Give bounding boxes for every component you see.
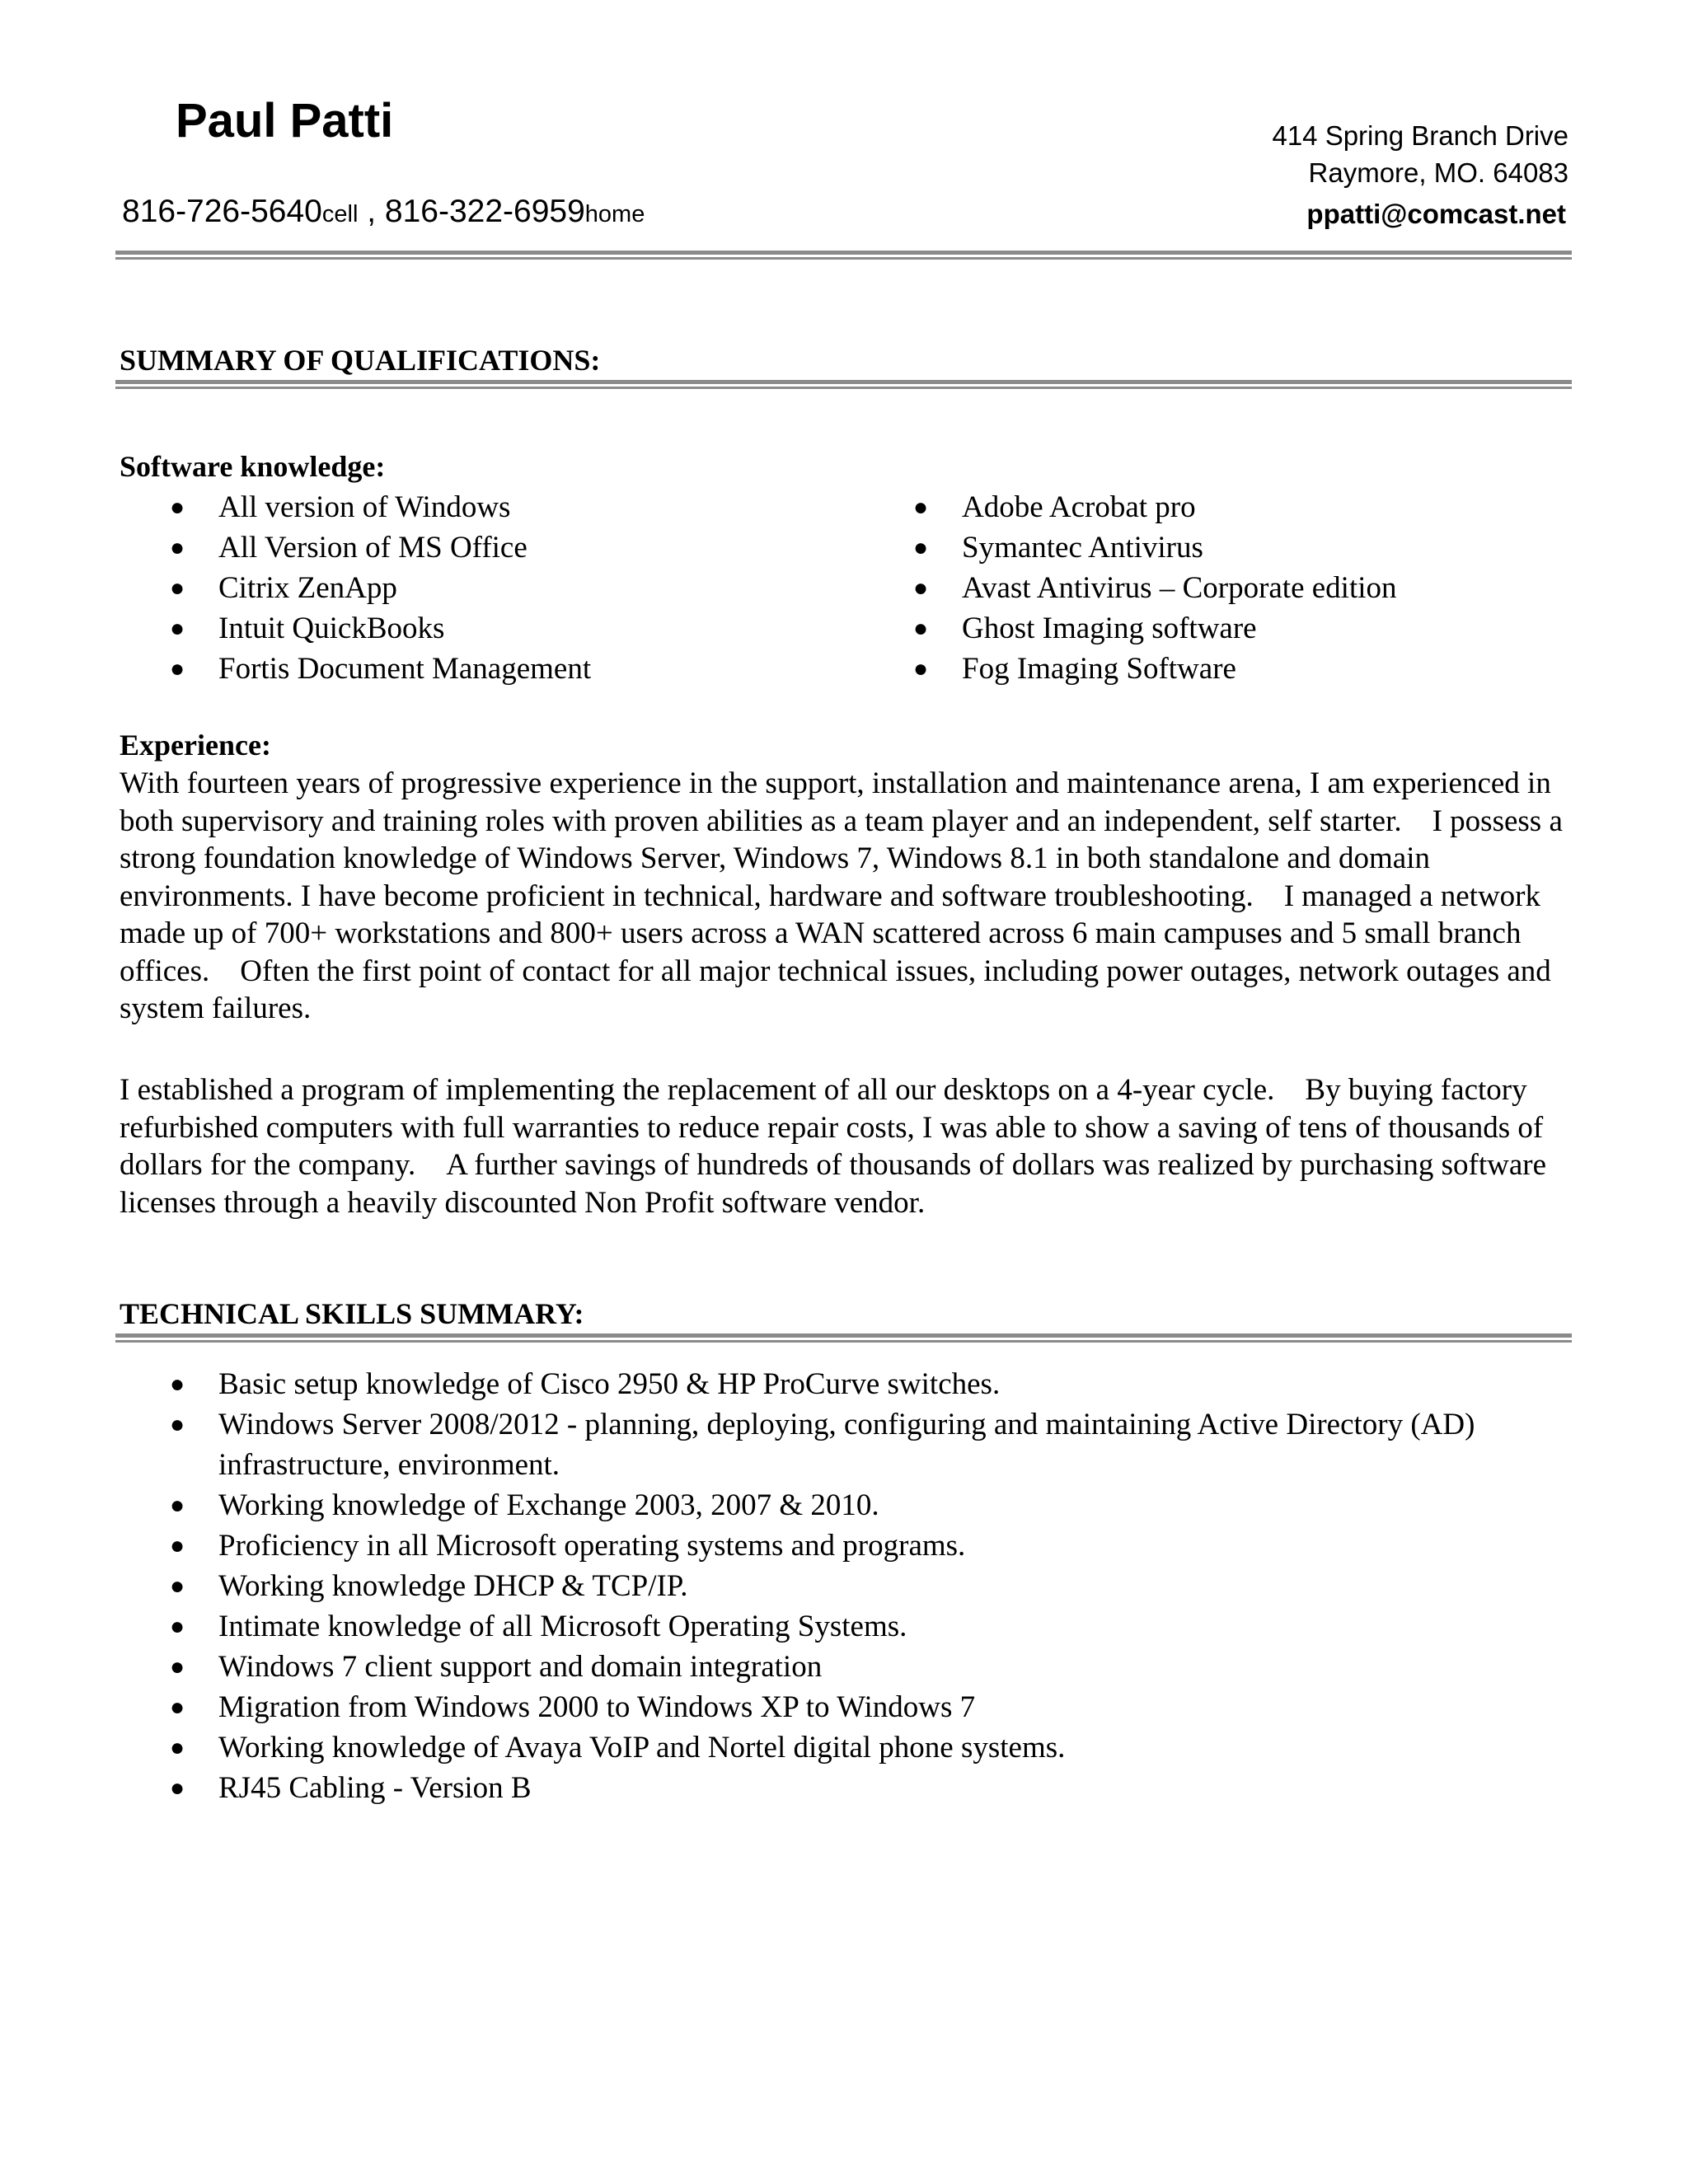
bullet-icon: ●: [170, 615, 185, 642]
home-number: 816-322-6959: [384, 194, 585, 229]
list-item: ● Intimate knowledge of all Microsoft Operating Systems.: [122, 1606, 1636, 1647]
bullet-icon: ●: [170, 1572, 185, 1600]
list-item: ● Ghost Imaging software: [865, 608, 1397, 649]
bullet-icon: ●: [170, 1734, 185, 1761]
summary-divider: [115, 380, 1572, 391]
list-item: ● Working knowledge DHCP & TCP/IP.: [122, 1566, 1636, 1606]
list-item: ● Symantec Antivirus: [865, 527, 1397, 568]
list-item: ● RJ45 Cabling - Version B: [122, 1768, 1636, 1808]
list-item: ● Windows 7 client support and domain integration: [122, 1647, 1636, 1687]
bullet-icon: ●: [913, 494, 929, 521]
bullet-icon: ●: [170, 1411, 185, 1438]
software-heading: Software knowledge:: [120, 450, 386, 483]
applicant-name: Paul Patti: [176, 94, 394, 148]
home-label: home: [584, 201, 645, 227]
bullet-icon: ●: [170, 1371, 185, 1398]
list-item: ● All Version of MS Office: [122, 527, 591, 568]
list-item: ● Working knowledge of Avaya VoIP and Nortel digital phone systems.: [122, 1727, 1636, 1768]
bullet-icon: ●: [913, 534, 929, 561]
software-list-left: [122, 487, 591, 689]
summary-heading: SUMMARY OF QUALIFICATIONS:: [120, 344, 601, 377]
bullet-icon: ●: [170, 1694, 185, 1721]
bullet-icon: ●: [913, 615, 929, 642]
bullet-icon: ●: [170, 534, 185, 561]
experience-paragraph-1: With fourteen years of progressive experience in the support, installation and maintenance arena, I am experienced in both supervisory and training roles with proven abilities as a team player and an independent, self starter. I possess a strong foundation knowledge of Windows Server, Windows 7, Windows 8.1 in both standalone and domain environments. I have become proficient in technical, hardware and software troubleshooting. I managed a network made up of 700+ workstations and 800+ users across a WAN scattered across 6 main campuses and 5 small branch offices. Often the first point of contact for all major technical issues, including power outages, network outages and system failures.: [120, 766, 1563, 1025]
list-item: ● Fortis Document Management: [122, 649, 591, 689]
address-line-2: Raymore, MO. 64083: [1308, 157, 1568, 188]
experience-paragraph-2: I established a program of implementing the replacement of all our desktops on a 4-year cycle. By buying factory refurbished computers with full warranties to reduce repair costs, I was able to show a saving of tens of thousands of dollars for the company. A further savings of hundreds of thousands of dollars was realized by purchasing software licenses through a heavily discounted Non Profit software vendor.: [120, 1073, 1547, 1220]
bullet-icon: ●: [913, 655, 929, 682]
list-item: ● Basic setup knowledge of Cisco 2950 & HP ProCurve switches.: [122, 1364, 1636, 1404]
bullet-icon: ●: [170, 1613, 185, 1640]
list-item: ● All version of Windows: [122, 487, 591, 527]
technical-divider: [115, 1333, 1572, 1345]
email-address: ppatti@comcast.net: [1306, 199, 1566, 229]
list-item: ● Migration from Windows 2000 to Windows XP to Windows 7: [122, 1687, 1636, 1727]
bullet-icon: ●: [170, 574, 185, 602]
cell-number: 816-726-5640: [122, 194, 322, 229]
list-item: ● Intuit QuickBooks: [122, 608, 591, 649]
bullet-icon: ●: [170, 1492, 185, 1519]
experience-heading: Experience:: [120, 729, 271, 762]
technical-skills-list: [122, 1364, 1636, 1808]
bullet-icon: ●: [170, 1774, 185, 1802]
list-item: ● Proficiency in all Microsoft operating systems and programs.: [122, 1526, 1636, 1566]
list-item: ● Avast Antivirus – Corporate edition: [865, 568, 1397, 608]
phone-separator: ,: [358, 194, 385, 229]
list-item: ● Fog Imaging Software: [865, 649, 1397, 689]
bullet-icon: ●: [170, 1653, 185, 1680]
list-item: ● Adobe Acrobat pro: [865, 487, 1397, 527]
list-item: ● Citrix ZenApp: [122, 568, 591, 608]
bullet-icon: ●: [170, 1532, 185, 1559]
list-item: ● Working knowledge of Exchange 2003, 2007 & 2010.: [122, 1485, 1636, 1526]
header-divider: [115, 251, 1572, 262]
bullet-icon: ●: [913, 574, 929, 602]
software-list-right: [865, 487, 1397, 689]
bullet-icon: ●: [170, 494, 185, 521]
technical-heading: TECHNICAL SKILLS SUMMARY:: [120, 1297, 584, 1330]
cell-label: cell: [321, 201, 359, 227]
list-item: ● Windows Server 2008/2012 - planning, deploying, configuring and maintaining Active Directory (AD) infrastructure, environment.: [122, 1404, 1636, 1485]
bullet-icon: ●: [170, 655, 185, 682]
phone-numbers: [122, 195, 645, 227]
address-line-1: 414 Spring Branch Drive: [1272, 120, 1568, 151]
